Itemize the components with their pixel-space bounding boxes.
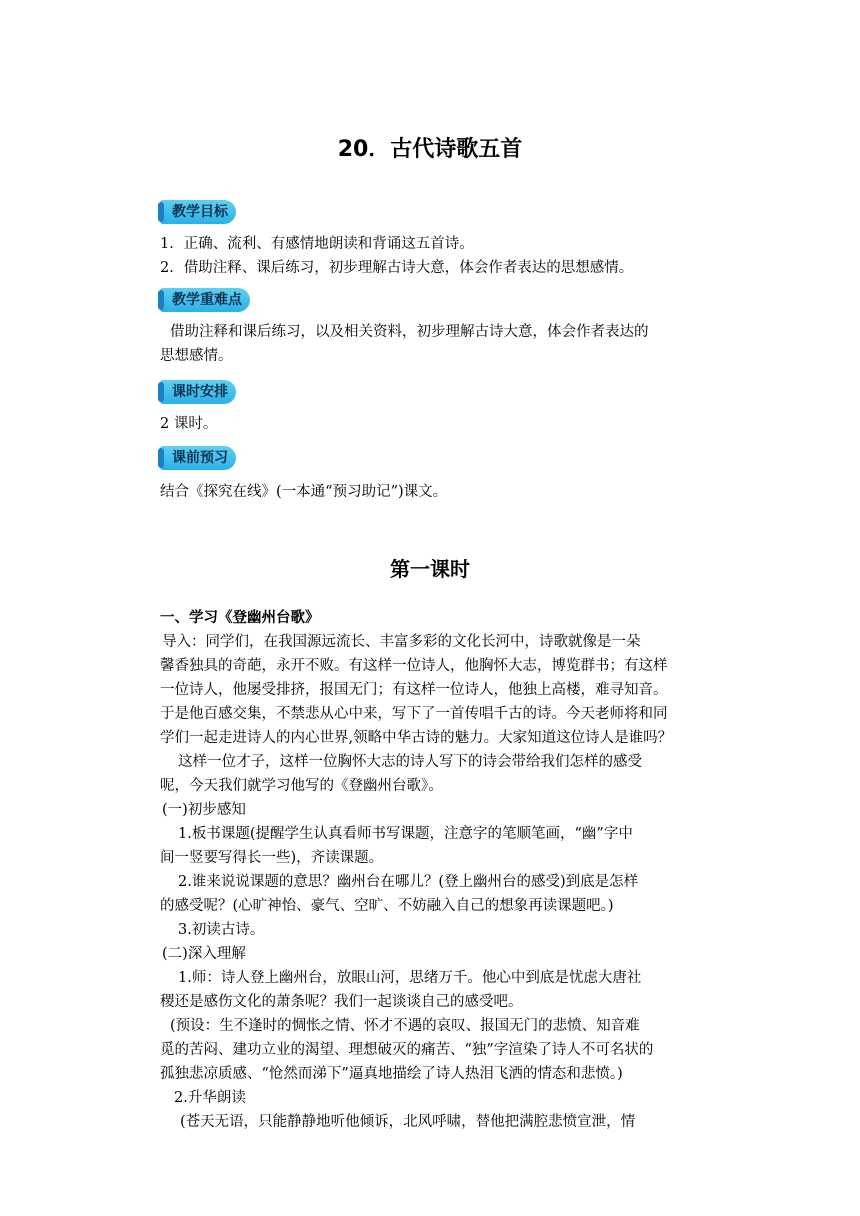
body-line: 于是他百感交集，不禁悲从心中来，写下了一首传唱千古的诗。今天老师将和同: [160, 706, 668, 722]
body-line: 稷还是感伤文化的萧条呢？我们一起谈谈自己的感受吧。: [160, 994, 523, 1010]
body-line: 觅的苦闷、建功立业的渴望、理想破灭的痛苦、“独”字渲染了诗人不可名状的: [160, 1042, 654, 1058]
section-heading: 一、学习《登幽州台歌》: [160, 610, 320, 626]
badge-key-points: 教学重难点: [160, 288, 250, 312]
body-line: 一位诗人，他屡受排挤，报国无门；有这样一位诗人，他独上高楼，难寻知音。: [160, 682, 668, 698]
body-line: 1.师：诗人登上幽州台，放眼山河，思绪万千。他心中到底是忧虑大唐社: [178, 970, 642, 986]
body-line: 学们一起走进诗人的内心世界,领略中华古诗的魅力。大家知道这位诗人是谁吗？: [160, 730, 673, 746]
body-line: 呢，今天我们就学习他写的《登幽州台歌》。: [160, 778, 443, 794]
body-line: 2.升华朗读: [174, 1090, 246, 1106]
preview-text: 结合《探究在线》(一本通“预习助记”)课文。: [160, 484, 448, 500]
body-line: 3.初读古诗。: [178, 922, 265, 938]
schedule-text: 2 课时。: [160, 416, 218, 432]
key-points-line: 思想感情。: [160, 348, 233, 364]
badge-preview: 课前预习: [160, 446, 236, 470]
body-line: 这样一位才子，这样一位胸怀大志的诗人写下的诗会带给我们怎样的感受: [178, 754, 642, 770]
body-line: (苍天无语，只能静静地听他倾诉，北风呼啸，替他把满腔悲愤宣泄，情: [180, 1114, 636, 1130]
objective-line: 2．借助注释、课后练习，初步理解古诗大意，体会作者表达的思想感情。: [160, 260, 634, 276]
objective-line: 1．正确、流利、有感情地朗读和背诵这五首诗。: [160, 236, 474, 252]
body-line: 馨香独具的奇葩，永开不败。有这样一位诗人，他胸怀大志，博览群书；有这样: [160, 658, 668, 674]
document-title: 20．古代诗歌五首: [337, 137, 523, 162]
body-line: (二)深入理解: [162, 946, 246, 962]
lesson-title: 第一课时: [390, 557, 470, 581]
body-line: 的感受呢？(心旷神怡、豪气、空旷、不妨融入自己的想象再读课题吧。): [160, 898, 614, 914]
body-line: (一)初步感知: [162, 802, 246, 818]
body-line: 1.板书课题(提醒学生认真看师书写课题，注意字的笔顺笔画，“幽”字中: [178, 826, 633, 842]
key-points-line: 借助注释和课后练习，以及相关资料，初步理解古诗大意，体会作者表达的: [170, 324, 649, 340]
body-line: 孤独悲凉质感、“怆然而涕下”逼真地描绘了诗人热泪飞洒的情态和悲愤。): [160, 1066, 623, 1082]
badge-schedule: 课时安排: [160, 380, 236, 404]
body-line: (预设：生不逢时的惆怅之情、怀才不遇的哀叹、报国无门的悲愤、知音难: [170, 1018, 640, 1034]
badge-objectives: 教学目标: [160, 200, 236, 224]
body-line: 2.谁来说说课题的意思？幽州台在哪儿？(登上幽州台的感受)到底是怎样: [178, 874, 639, 890]
body-line: 导入：同学们，在我国源远流长、丰富多彩的文化长河中，诗歌就像是一朵: [162, 634, 641, 650]
body-line: 间一竖要写得长一些)，齐读课题。: [160, 850, 384, 866]
